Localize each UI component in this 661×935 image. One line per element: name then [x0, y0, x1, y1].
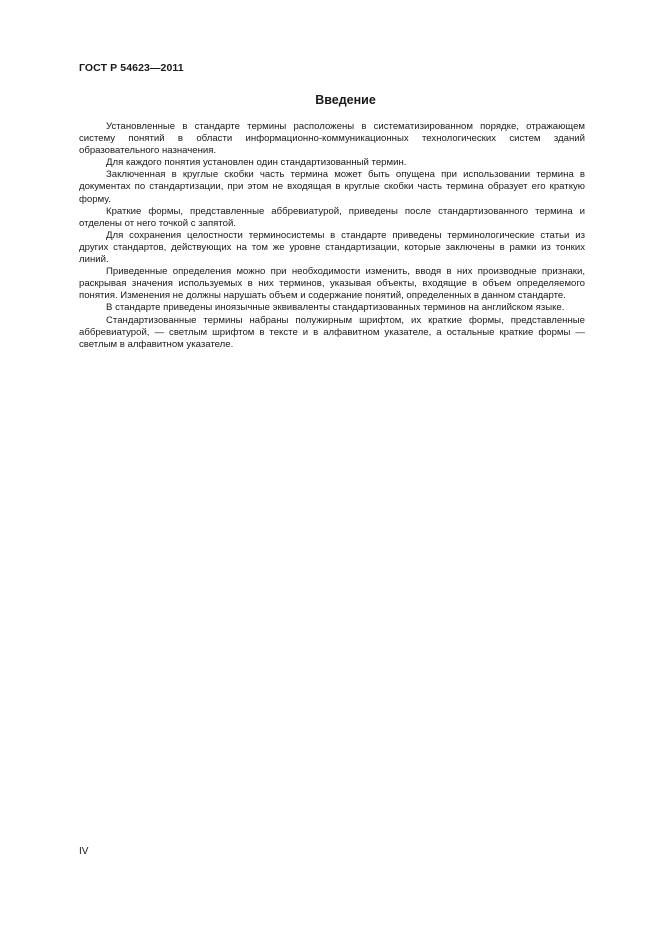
- paragraph: В стандарте приведены иноязычные эквиваленты стандартизованных терминов на английском языке.: [106, 302, 565, 314]
- document-body: [79, 121, 585, 351]
- paragraph: Стандартизованные термины набраны полужирным шрифтом, их краткие формы, представленные аббревиатурой, — светлым шрифтом в тексте и в алфавитном указателе, а остальные краткие формы — светлым в алфавитном указателе.: [79, 314, 585, 350]
- paragraph: Приведенные определения можно при необходимости изменить, вводя в них производные признаки, раскрывая значения используемых в них терминов, указывая объекты, входящие в объем определяемого понятия. Изменения не должны нарушать объем и содержание понятий, определенных в данном стандарте.: [79, 266, 585, 302]
- paragraph: Для сохранения целостности терминосистемы в стандарте приведены терминологические статьи из других стандартов, действующих на том же уровне стандартизации, которые заключены в рамки из тонких линий.: [79, 229, 585, 266]
- paragraph: Краткие формы, представленные аббревиатурой, приведены после стандартизованного термина и отделены от него точкой с запятой.: [79, 205, 585, 229]
- section-title: Введение: [315, 93, 376, 107]
- document-header: ГОСТ Р 54623—2011: [79, 62, 184, 74]
- paragraph: Заключенная в круглые скобки часть термина может быть опущена при использовании термина в документах по стандартизации, при этом не входящая в круглые скобки часть термина образует его краткую форму.: [79, 169, 585, 205]
- paragraph: Установленные в стандарте термины расположены в систематизированном порядке, отражающем систему понятий в области информационно-коммуникационных технологических систем зданий образовательного назначения.: [79, 121, 585, 157]
- page-number: IV: [79, 846, 89, 857]
- paragraph: Для каждого понятия установлен один стандартизованный термин.: [106, 157, 407, 169]
